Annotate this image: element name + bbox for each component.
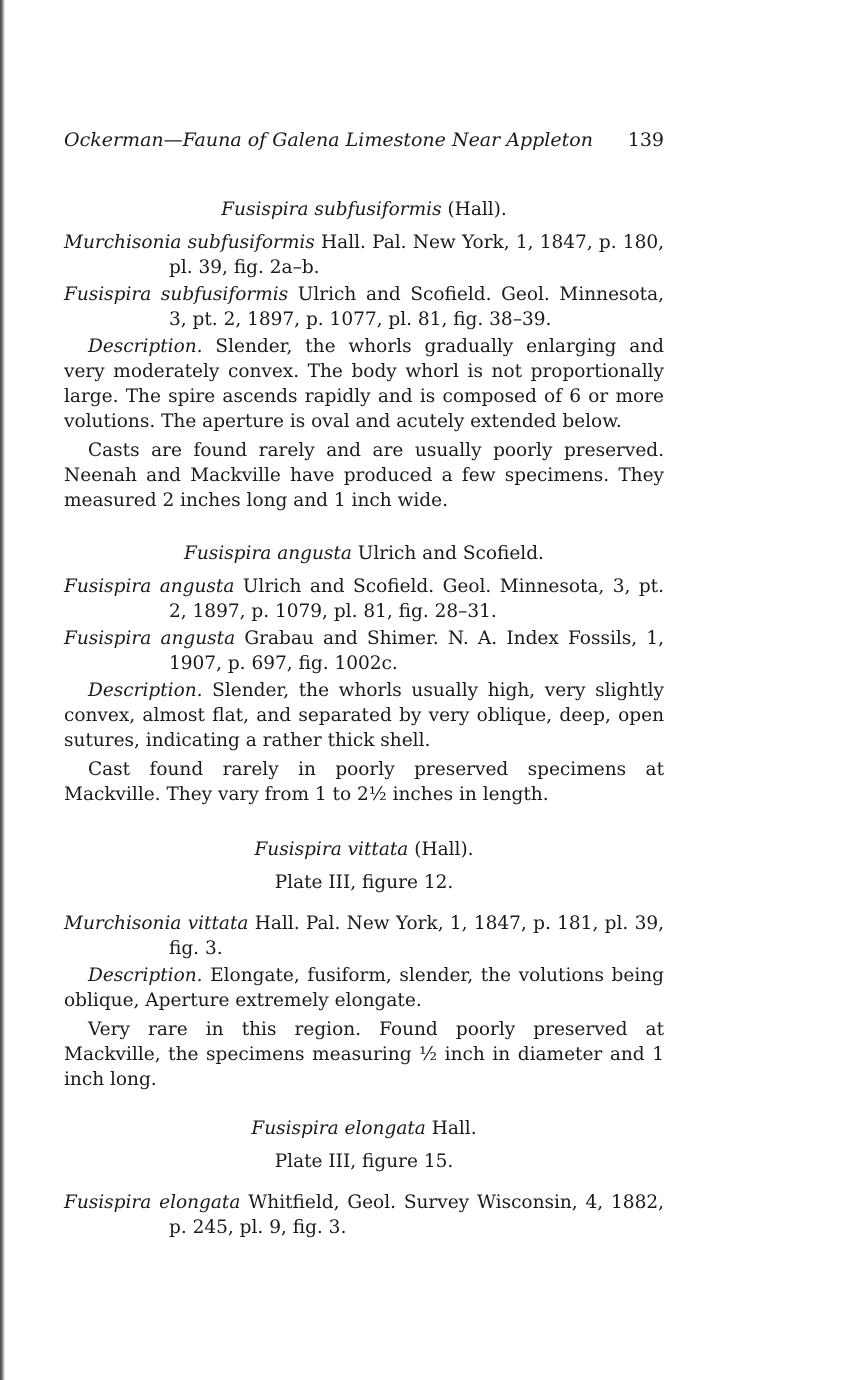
synonym-name: Murchisonia subfusiformis [64,232,315,253]
species-name: Fusispira vittata [254,839,409,860]
species-section [64,197,664,513]
description-paragraph [64,963,664,1013]
species-name: Fusispira elongata [251,1118,426,1139]
species-title [64,1116,664,1141]
synonym-reference: Hall. Pal. New York, 1, 1847, p. 181, pl. 39, fig. 3. [169,913,665,959]
species-author: Ulrich and Scofield. [357,543,544,564]
plate-reference: Plate III, figure 15. [274,1151,454,1172]
synonym-reference: Ulrich and Scofield. Geol. Minnesota, 3, pt. 2, 1897, p. 1077, pl. 81, fig. 38–39. [169,284,664,330]
occurrence-note: Very rare in this region. Found poorly preserved at Mackville, the specimens measuring ½ inch in diameter and 1 inch long. [64,1019,664,1090]
species-author: Hall. [431,1118,477,1139]
description-paragraph [64,678,664,753]
species-author: (Hall). [447,199,507,220]
running-header [64,128,664,153]
synonymy-entry [64,230,664,280]
page-number: 139 [627,129,664,151]
synonymy-entry [64,911,664,961]
synonym-reference: Ulrich and Scofield. Geol. Minnesota, 3, pt. 2, 1897, p. 1079, pl. 81, fig. 28–31. [169,576,664,622]
description-text: Elongate, fusiform, slender, the volutions being oblique, Aperture extremely elongate. [64,965,664,1011]
occurrence-note: Cast found rarely in poorly preserved specimens at Mackville. They vary from 1 to 2½ inches in length. [64,759,664,805]
species-section [64,837,664,1092]
description-label: Description. [88,680,203,701]
description-text: Slender, the whorls usually high, very slightly convex, almost flat, and separated by very oblique, deep, open sutures, indicating a rather thick shell. [64,680,664,751]
synonym-reference: Grabau and Shimer. N. A. Index Fossils, 1, 1907, p. 697, fig. 1002c. [169,628,664,674]
synonymy-entry [64,282,664,332]
description-text: Slender, the whorls gradually enlarging and very moderately convex. The body whorl is not proportionally large. The spire ascends rapidly and is composed of 6 or more volutions. The aperture is oval and acutely extended below. [64,336,664,432]
species-title [64,197,664,222]
synonym-name: Fusispira angusta [64,576,235,597]
synonym-name: Fusispira angusta [64,628,236,649]
description-label: Description. [88,965,203,986]
synonymy-entry [64,1190,664,1240]
species-name: Fusispira subfusiformis [221,199,442,220]
page-edge-shadow [0,0,5,1380]
synonym-name: Fusispira elongata [64,1192,241,1213]
species-title [64,837,664,862]
description-label: Description. [88,336,203,357]
plate-reference: Plate III, figure 12. [274,872,454,893]
species-section [64,541,664,807]
running-title: Ockerman—Fauna of Galena Limestone Near Appleton [64,129,593,151]
description-paragraph [64,334,664,434]
synonymy-entry [64,574,664,624]
occurrence-note: Casts are found rarely and are usually poorly preserved. Neenah and Mackville have produced a few specimens. They measured 2 inches long and 1 inch wide. [64,440,664,511]
synonymy-entry [64,626,664,676]
document-page [64,128,664,1262]
species-section [64,1116,664,1240]
species-name: Fusispira angusta [184,543,352,564]
synonym-name: Fusispira subfusiformis [64,284,289,305]
synonym-reference: Hall. Pal. New York, 1, 1847, p. 180, pl. 39, fig. 2a–b. [169,232,664,278]
synonym-name: Murchisonia vittata [64,913,249,934]
species-title [64,541,664,566]
synonym-reference: Whitfield, Geol. Survey Wisconsin, 4, 1882, p. 245, pl. 9, fig. 3. [169,1192,664,1238]
species-author: (Hall). [414,839,474,860]
